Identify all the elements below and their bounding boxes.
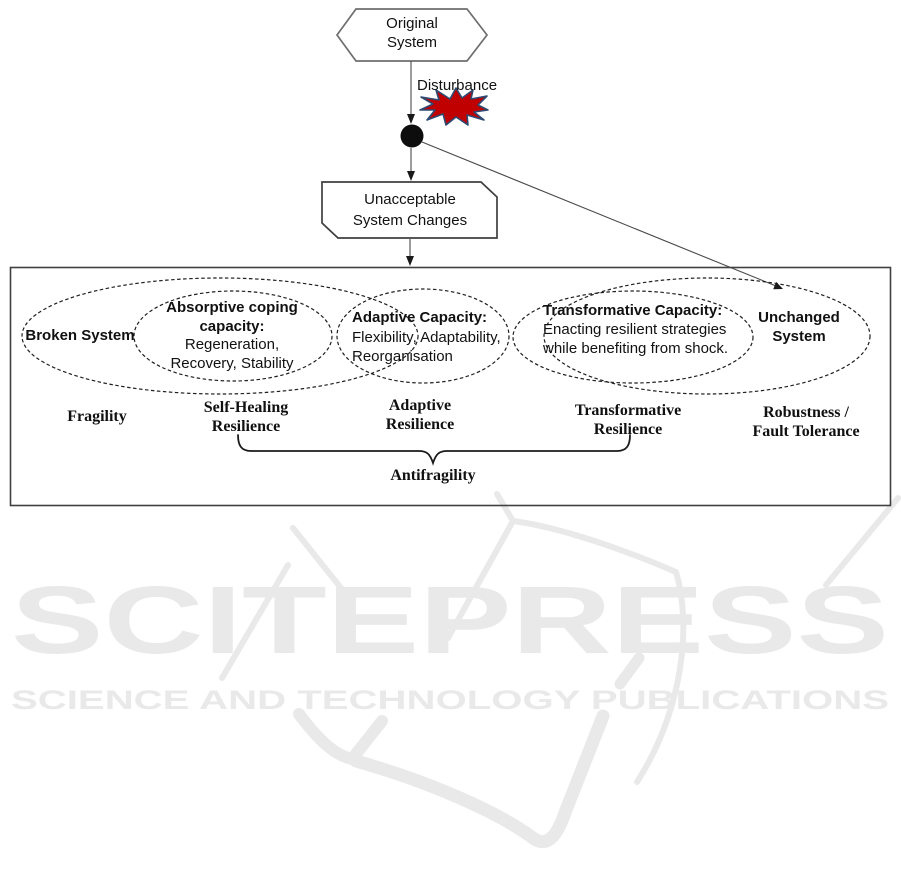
transformative-resilience-line1: Transformative (574, 402, 682, 419)
arrow-box-to-container (406, 239, 414, 266)
self-healing-label (185, 398, 307, 436)
original-system-line2: System (386, 34, 437, 51)
absorptive-body1: Regeneration, (184, 336, 280, 353)
unchanged-title1: Unchanged (758, 309, 840, 326)
transformative-body2: while benefiting from shock. (543, 340, 729, 357)
unacceptable-line2: System Changes (352, 212, 468, 229)
absorptive-title1: Absorptive coping (166, 299, 298, 316)
absorptive-title2: capacity: (199, 317, 265, 335)
adaptive-body2: Reorganisation (352, 348, 453, 365)
watermark-tagline-text: SCIENCE AND TECHNOLOGY PUBLICATIONS (11, 685, 889, 715)
arrow-dot-to-box (407, 148, 415, 181)
robustness-line2: Fault Tolerance (752, 423, 860, 440)
transformative-resilience-line2: Resilience (593, 421, 663, 438)
antifragility-label: Antifragility (390, 467, 476, 484)
unacceptable-line1: Unacceptable (364, 191, 456, 208)
robustness-line1: Robustness / (763, 404, 849, 421)
adaptive-title: Adaptive Capacity: (352, 309, 488, 326)
original-system-label (352, 14, 472, 52)
adaptive-text (352, 308, 522, 367)
adaptive-body1: Flexibility, Adaptability, (352, 328, 501, 346)
self-healing-line1: Self-Healing (203, 399, 289, 416)
robustness-label (731, 403, 881, 441)
unacceptable-box-label (330, 189, 490, 231)
self-healing-line2: Resilience (211, 418, 281, 435)
transformative-title: Transformative Capacity: (543, 302, 723, 319)
original-system-line1: Original (386, 15, 438, 32)
absorptive-text (141, 299, 323, 373)
broken-system-text: Broken System (25, 327, 135, 344)
antifragility-brace (238, 435, 630, 463)
adaptive-resilience-line1: Adaptive (388, 397, 452, 414)
junction-dot (401, 125, 424, 148)
adaptive-resilience-label (360, 396, 480, 434)
transformative-text (543, 301, 755, 358)
unchanged-text (744, 308, 854, 346)
absorptive-body2: Recovery, Stability (170, 354, 294, 372)
transformative-resilience-label (563, 401, 693, 439)
unchanged-title2: System (772, 328, 826, 345)
fragility-label: Fragility (67, 408, 127, 425)
arrow-hexagon-to-dot (407, 61, 415, 124)
disturbance-label: Disturbance (417, 77, 498, 94)
watermark-logo-text: SCITEPRESS (11, 567, 889, 674)
transformative-body1: Enacting resilient strategies (543, 321, 727, 338)
adaptive-resilience-line2: Resilience (385, 416, 455, 433)
